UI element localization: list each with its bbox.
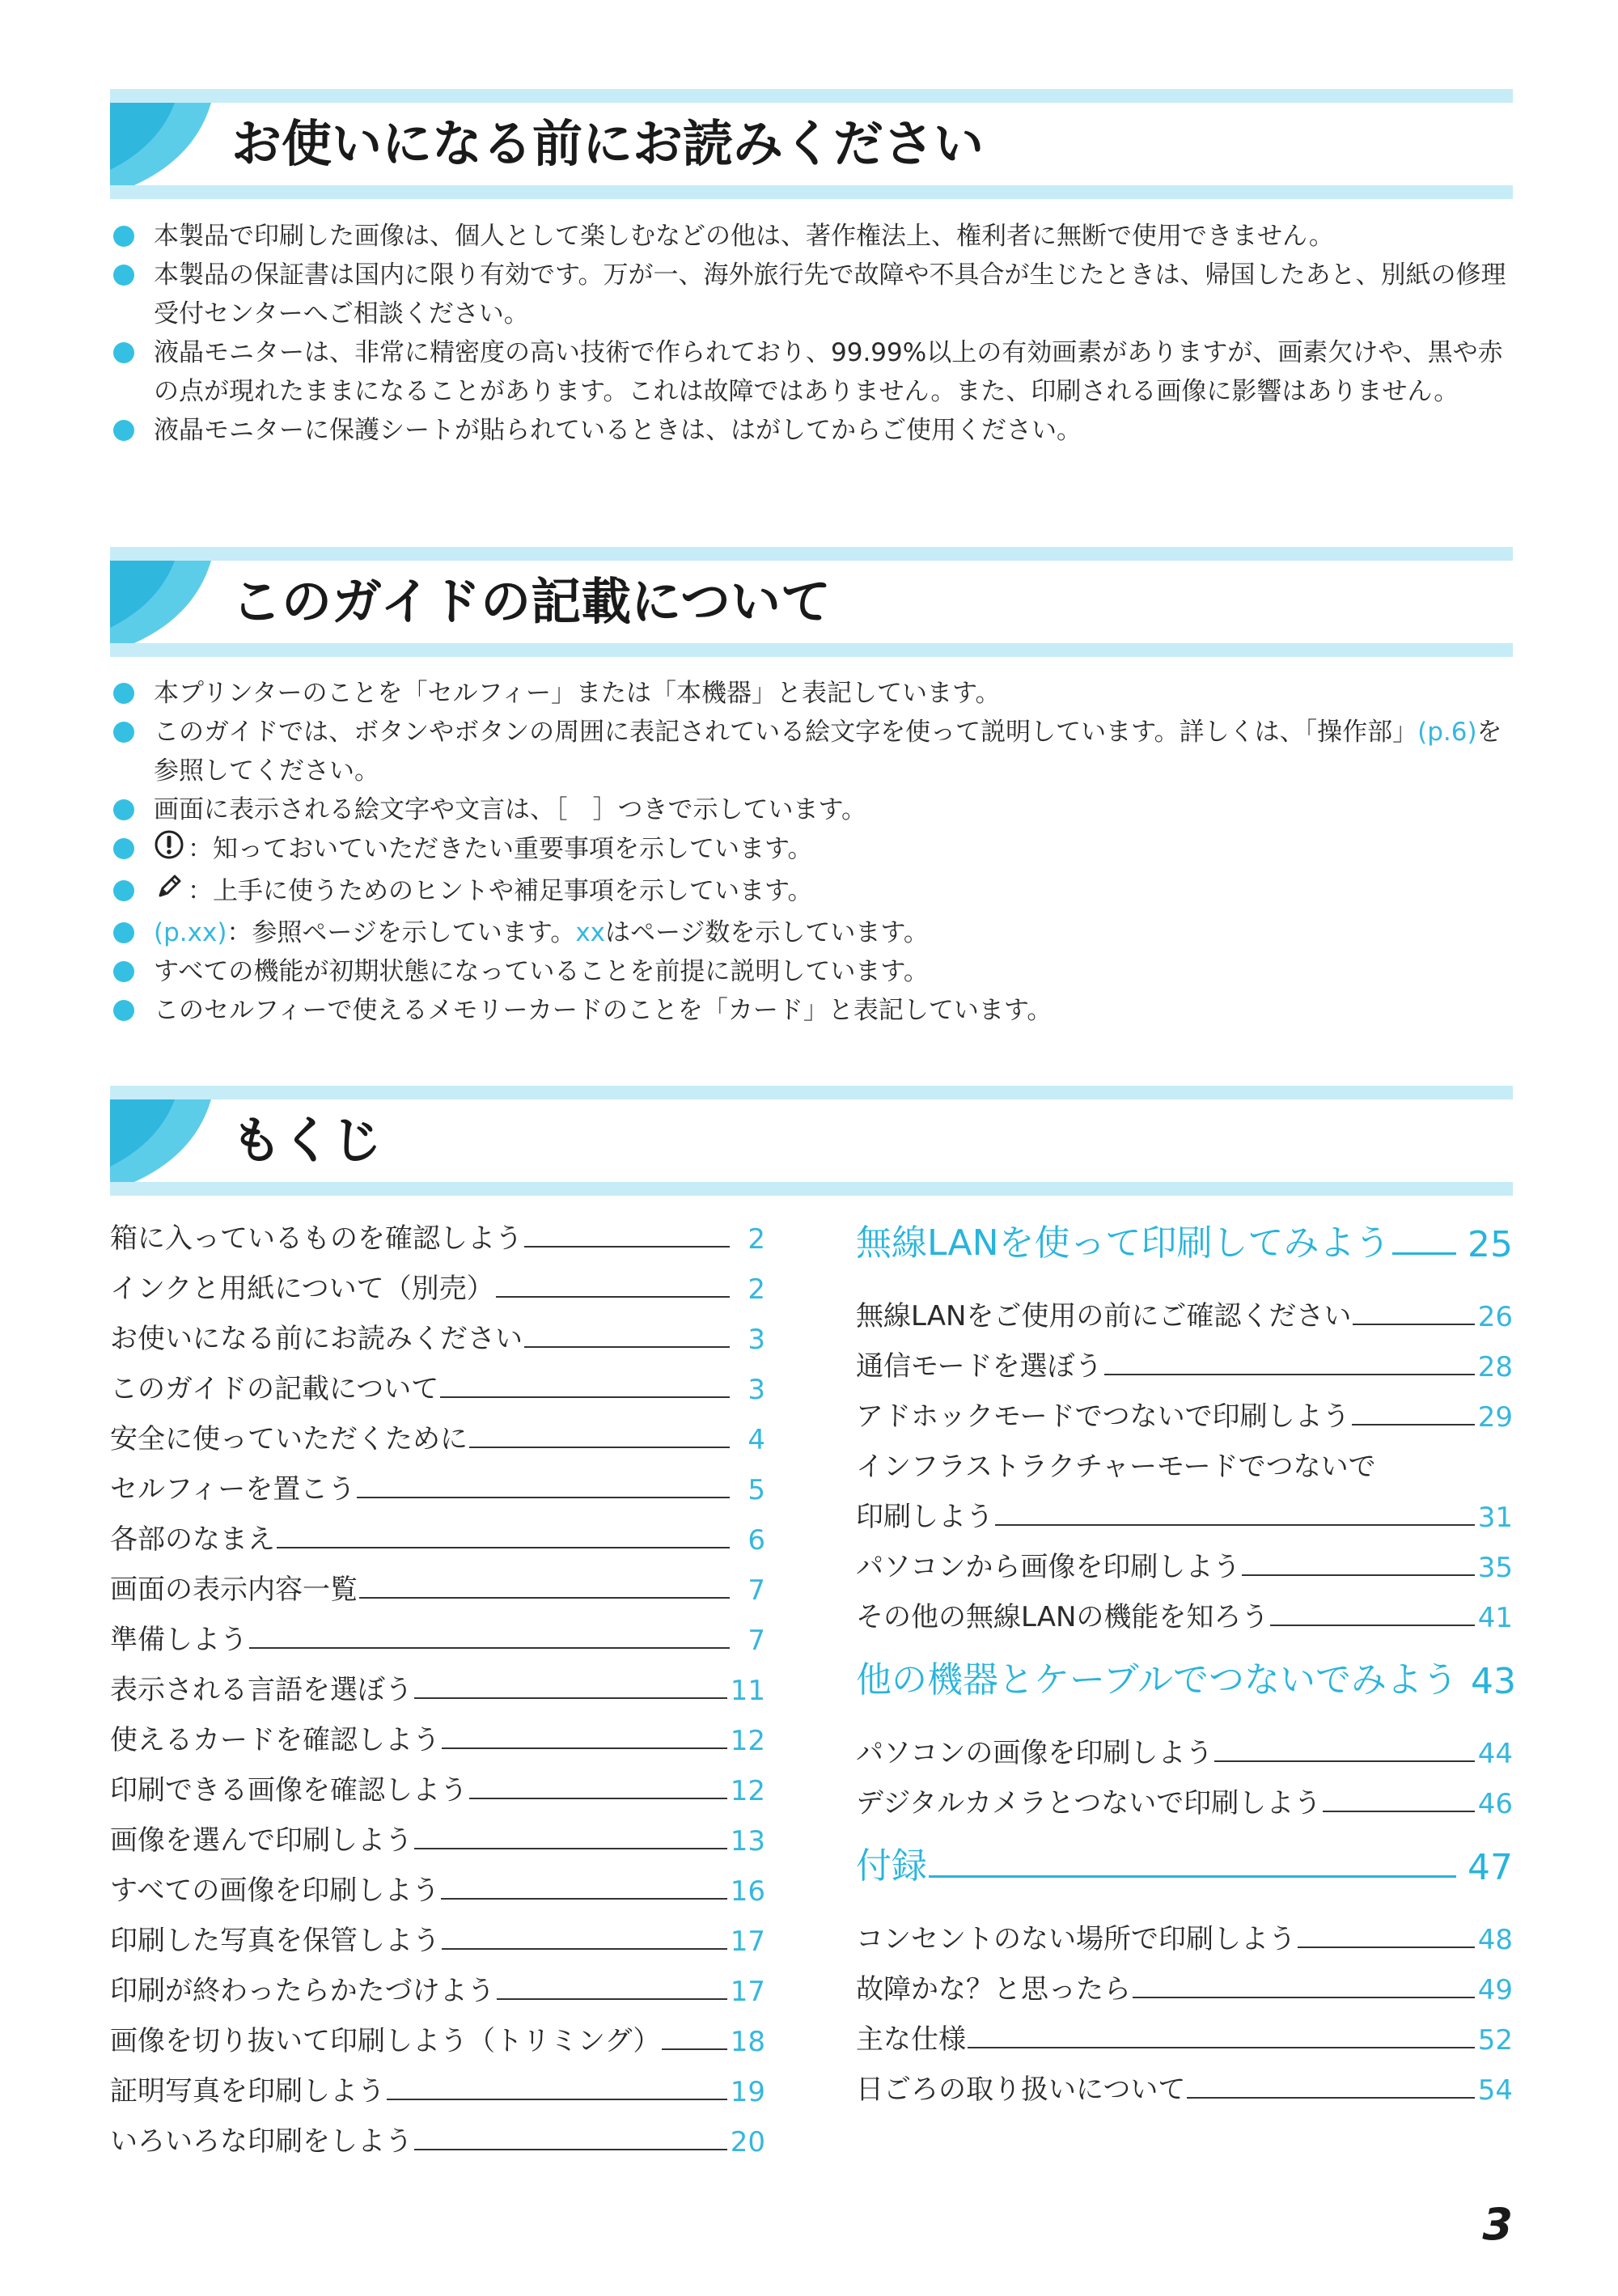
toc-entry-page: 31	[1477, 1502, 1513, 1534]
toc-leader-line	[1323, 1811, 1474, 1812]
toc-entry[interactable]	[856, 1283, 1513, 1333]
toc-entry[interactable]	[856, 1906, 1513, 1956]
toc-chapter-page: 25	[1468, 1224, 1513, 1265]
toc-entry-label: 安全に使っていただくために	[110, 1423, 468, 1455]
header-band-bottom	[110, 1182, 1513, 1196]
toc-entry-label: 使えるカードを確認しよう	[110, 1724, 440, 1756]
toc-entry-label: 印刷した写真を保管しよう	[110, 1925, 440, 1957]
toc-entry-page: 41	[1477, 1602, 1513, 1634]
section-title: もくじ	[231, 1111, 383, 1170]
toc-leader-line	[1214, 1760, 1474, 1762]
toc-leader-line	[469, 1447, 730, 1448]
toc-entry-page: 17	[730, 1925, 765, 1958]
bullet-dot-icon	[113, 838, 134, 859]
toc-entry-label: デジタルカメラとつないで印刷しよう	[856, 1787, 1322, 1819]
header-swoosh-icon	[110, 89, 231, 199]
toc-entry-label: 主な仕様	[856, 2023, 966, 2056]
toc-leader-line	[1270, 1625, 1474, 1626]
toc-entry[interactable]	[110, 2058, 765, 2108]
page-reference-link: (p.xx)	[154, 918, 227, 947]
bullet-dot-icon	[113, 922, 134, 943]
toc-chapter-appendix[interactable]	[856, 1832, 1513, 1888]
list-item: ：知っておいていただきたい重要事項を示しています。	[113, 829, 1521, 871]
toc-entry[interactable]	[856, 1484, 1513, 1534]
toc-entry-label: 準備しよう	[110, 1624, 248, 1656]
toc-entry-label: 故障かな？と思ったら	[856, 1973, 1131, 2006]
page-reference-link[interactable]: (p.6)	[1417, 718, 1477, 747]
toc-entry[interactable]	[856, 1584, 1513, 1634]
toc-entry-label: いろいろな印刷をしよう	[110, 2125, 413, 2158]
toc-entry[interactable]	[856, 1333, 1513, 1383]
toc-leader-line	[414, 2149, 727, 2150]
toc-right-column	[856, 1197, 1517, 2107]
header-band-top	[110, 1086, 1513, 1099]
toc-entry-page: 52	[1477, 2024, 1513, 2057]
toc-entry-label: 印刷できる画像を確認しよう	[110, 1774, 468, 1807]
toc-entry-label: 各部のなまえ	[110, 1523, 275, 1556]
toc-entry-label: 画面の表示内容一覧	[110, 1574, 358, 1606]
toc-leader-line	[524, 1346, 730, 1348]
toc-leader-line	[442, 1747, 727, 1749]
section-title: このガイドの記載について	[231, 572, 831, 631]
toc-entry-page: 16	[730, 1875, 765, 1908]
header-band-bottom	[110, 185, 1513, 199]
toc-entry-label: コンセントのない場所で印刷しよう	[856, 1923, 1296, 1955]
toc-entry-page: 46	[1477, 1788, 1513, 1820]
list-item: ：上手に使うためのヒントや補足事項を示しています。	[113, 871, 1521, 913]
toc-entry-label: お使いになる前にお読みください	[110, 1323, 523, 1355]
toc-entry-label: 通信モードを選ぼう	[856, 1350, 1103, 1383]
list-item: 本プリンターのことを「セルフィー」または「本機器」と表記しています。	[113, 674, 1521, 713]
toc-leader-line	[968, 2047, 1475, 2048]
toc-chapter-page: 47	[1468, 1847, 1513, 1888]
toc-leader-line	[1133, 1997, 1475, 1998]
toc-chapter-label: 無線LANを使って印刷してみよう	[856, 1222, 1391, 1264]
toc-leader-line	[249, 1647, 730, 1649]
toc-entry-label: 表示される言語を選ぼう	[110, 1674, 413, 1706]
toc-entry-label: その他の無線LANの機能を知ろう	[856, 1601, 1269, 1633]
header-band-bottom	[110, 643, 1513, 657]
toc-entry-page: 20	[730, 2126, 765, 2158]
toc-entry[interactable]	[856, 1434, 1513, 1484]
bullet-dot-icon	[113, 722, 134, 743]
toc-entry-label: 証明写真を印刷しよう	[110, 2075, 385, 2107]
guide-notation-list	[113, 674, 1521, 1030]
toc-entry-label: 日ごろの取り扱いについて	[856, 2074, 1186, 2106]
section-title: お使いになる前にお読みください	[231, 114, 985, 173]
toc-left-column	[110, 1205, 765, 2158]
before-use-list	[113, 217, 1521, 450]
header-band-top	[110, 89, 1513, 103]
bullet-dot-icon	[113, 683, 134, 704]
toc-entry-page: 3	[748, 1324, 765, 1356]
toc-chapter-cable[interactable]	[856, 1646, 1517, 1702]
toc-entry-page: 18	[730, 2026, 765, 2058]
toc-leader-line	[414, 1848, 727, 1849]
bullet-dot-icon	[113, 226, 134, 247]
toc-leader-line	[995, 1524, 1475, 1526]
toc-entry-page: 49	[1477, 1974, 1513, 2006]
toc-entry-page: 6	[748, 1524, 765, 1557]
list-item: 画面に表示される絵文字や文言は、［ ］つきで示しています。	[113, 790, 1521, 829]
toc-leader-line	[441, 1898, 726, 1900]
bullet-dot-icon	[113, 880, 134, 901]
toc-entry-page: 7	[748, 1625, 765, 1657]
bullet-dot-icon	[113, 342, 134, 363]
toc-entry-label: 印刷しよう	[856, 1501, 993, 1533]
toc-entry-page: 12	[730, 1725, 765, 1757]
toc-leader-line	[277, 1547, 730, 1548]
toc-entry-page: 11	[730, 1675, 765, 1707]
toc-entry[interactable]	[110, 1406, 765, 1456]
toc-leader-line	[1104, 1374, 1475, 1375]
toc-entry[interactable]	[110, 1607, 765, 1657]
toc-entry[interactable]	[110, 1807, 765, 1858]
toc-entry-label: パソコンから画像を印刷しよう	[856, 1551, 1241, 1583]
toc-leader-line	[1392, 1252, 1456, 1255]
toc-entry[interactable]	[110, 1356, 765, 1406]
toc-entry[interactable]	[110, 1306, 765, 1356]
toc-entry-label: セルフィーを置こう	[110, 1473, 356, 1506]
toc-entry[interactable]	[110, 1707, 765, 1757]
toc-chapter-wireless[interactable]	[856, 1209, 1513, 1265]
list-item: 本製品の保証書は国内に限り有効です。万が一、海外旅行先で故障や不具合が生じたときは、帰国したあと、別紙の修理受付センターへご相談ください。	[113, 256, 1521, 333]
toc-leader-line	[1242, 1574, 1474, 1576]
toc-entry-page: 17	[730, 1976, 765, 2008]
toc-leader-line	[929, 1875, 1456, 1878]
list-item: 液晶モニターに保護シートが貼られているときは、はがしてからご使用ください。	[113, 411, 1521, 450]
toc-leader-line	[524, 1246, 730, 1248]
toc-entry-page: 12	[730, 1775, 765, 1807]
toc-entry[interactable]	[856, 1770, 1513, 1820]
toc-entry-page: 44	[1477, 1738, 1513, 1770]
toc-entry-page: 28	[1477, 1351, 1513, 1383]
toc-entry-page: 48	[1477, 1924, 1513, 1956]
toc-entry-page: 29	[1477, 1401, 1513, 1434]
toc-leader-line	[357, 1497, 730, 1498]
toc-leader-line	[440, 1396, 730, 1398]
toc-chapter-label: 付録	[856, 1845, 927, 1887]
toc-chapter-page: 43	[1471, 1661, 1517, 1702]
toc-entry[interactable]	[110, 1858, 765, 1908]
bullet-dot-icon	[113, 420, 134, 441]
toc-leader-line	[662, 2048, 726, 2050]
toc-entry[interactable]	[110, 1256, 765, 1306]
toc-leader-line	[497, 1998, 727, 2000]
toc-entry-label: 画像を切り抜いて印刷しよう（トリミング）	[110, 2025, 661, 2057]
list-item: 本製品で印刷した画像は、個人として楽しむなどの他は、著作権法上、権利者に無断で使用できません。	[113, 217, 1521, 256]
toc-leader-line	[1187, 2097, 1474, 2099]
toc-entry-label: インフラストラクチャーモードでつないで	[856, 1451, 1376, 1483]
toc-entry-label: パソコンの画像を印刷しよう	[856, 1737, 1214, 1769]
bullet-dot-icon	[113, 1000, 134, 1021]
toc-entry[interactable]	[110, 1757, 765, 1807]
toc-entry-page: 54	[1477, 2074, 1513, 2107]
toc-entry-page: 19	[730, 2076, 765, 2108]
section-header-before-use	[110, 89, 1513, 199]
toc-entry[interactable]	[856, 1534, 1513, 1584]
header-band-top	[110, 547, 1513, 561]
list-item: すべての機能が初期状態になっていることを前提に説明しています。	[113, 952, 1521, 991]
toc-entry[interactable]	[110, 2108, 765, 2158]
toc-entry[interactable]	[110, 2008, 765, 2058]
page-number: 3	[1482, 2199, 1513, 2250]
toc-leader-line	[469, 1798, 727, 1799]
toc-entry-label: 画像を選んで印刷しよう	[110, 1824, 413, 1857]
toc-entry-page: 5	[748, 1474, 765, 1506]
toc-entry-page: 2	[748, 1223, 765, 1256]
toc-entry-label: このガイドの記載について	[110, 1373, 439, 1405]
bullet-dot-icon	[113, 961, 134, 982]
toc-entry-page: 26	[1477, 1301, 1513, 1333]
toc-entry[interactable]	[110, 1506, 765, 1557]
toc-entry-label: 印刷が終わったらかたづけよう	[110, 1975, 495, 2007]
toc-entry[interactable]	[110, 1908, 765, 1958]
bullet-dot-icon	[113, 265, 134, 286]
toc-entry-label: 箱に入っているものを確認しよう	[110, 1222, 523, 1255]
toc-entry-label: すべての画像を印刷しよう	[110, 1875, 440, 1907]
header-swoosh-icon	[110, 1086, 231, 1196]
toc-entry-page: 2	[748, 1273, 765, 1306]
bullet-dot-icon	[113, 799, 134, 820]
toc-entry[interactable]	[856, 1383, 1513, 1434]
toc-leader-line	[442, 1948, 727, 1950]
toc-entry[interactable]	[856, 1720, 1513, 1770]
toc-leader-line	[359, 1597, 730, 1599]
toc-entry[interactable]	[110, 1456, 765, 1506]
header-swoosh-icon	[110, 547, 231, 657]
toc-entry-page: 3	[748, 1374, 765, 1406]
toc-leader-line	[1298, 1947, 1475, 1948]
toc-entry[interactable]	[110, 1557, 765, 1607]
toc-entry-label: アドホックモードでつないで印刷しよう	[856, 1400, 1350, 1433]
list-item: このセルフィーで使えるメモリーカードのことを「カード」と表記しています。	[113, 991, 1521, 1030]
toc-chapter-label: 他の機器とケーブルでつないでみよう	[856, 1659, 1459, 1701]
toc-entry[interactable]	[110, 1958, 765, 2008]
toc-entry[interactable]	[110, 1205, 765, 1256]
toc-entry-page: 4	[748, 1424, 765, 1456]
important-icon	[154, 829, 184, 871]
page-number-placeholder: xx	[575, 918, 606, 947]
list-item: このガイドでは、ボタンやボタンの周囲に表記されている絵文字を使って説明しています。詳しくは、「操作部」(p.6)を参照してください。	[113, 713, 1521, 790]
toc-entry[interactable]	[856, 1956, 1513, 2006]
toc-entry[interactable]	[856, 2006, 1513, 2057]
list-item: 液晶モニターは、非常に精密度の高い技術で作られており、99.99%以上の有効画素がありますが、画素欠けや、黒や赤の点が現れたままになることがあります。これは故障ではありません。また、印刷される画像に影響はありません。	[113, 333, 1521, 411]
toc-leader-line	[387, 2099, 727, 2100]
toc-entry-label: 無線LANをご使用の前にご確認ください	[856, 1300, 1352, 1332]
section-header-guide-notation	[110, 547, 1513, 657]
section-header-toc	[110, 1086, 1513, 1196]
toc-leader-line	[414, 1697, 727, 1699]
toc-entry-page: 13	[730, 1825, 765, 1858]
toc-entry-page: 7	[748, 1574, 765, 1607]
toc-entry-label: インクと用紙について（別売）	[110, 1273, 494, 1305]
toc-entry[interactable]	[856, 2057, 1513, 2107]
toc-entry[interactable]	[110, 1657, 765, 1707]
toc-leader-line	[1353, 1324, 1474, 1325]
toc-leader-line	[496, 1296, 730, 1298]
pencil-hint-icon	[154, 871, 184, 913]
list-item: (p.xx)：参照ページを示しています。xxはページ数を示しています。	[113, 913, 1521, 952]
toc-entry-page: 35	[1477, 1552, 1513, 1584]
toc-leader-line	[1352, 1424, 1475, 1425]
